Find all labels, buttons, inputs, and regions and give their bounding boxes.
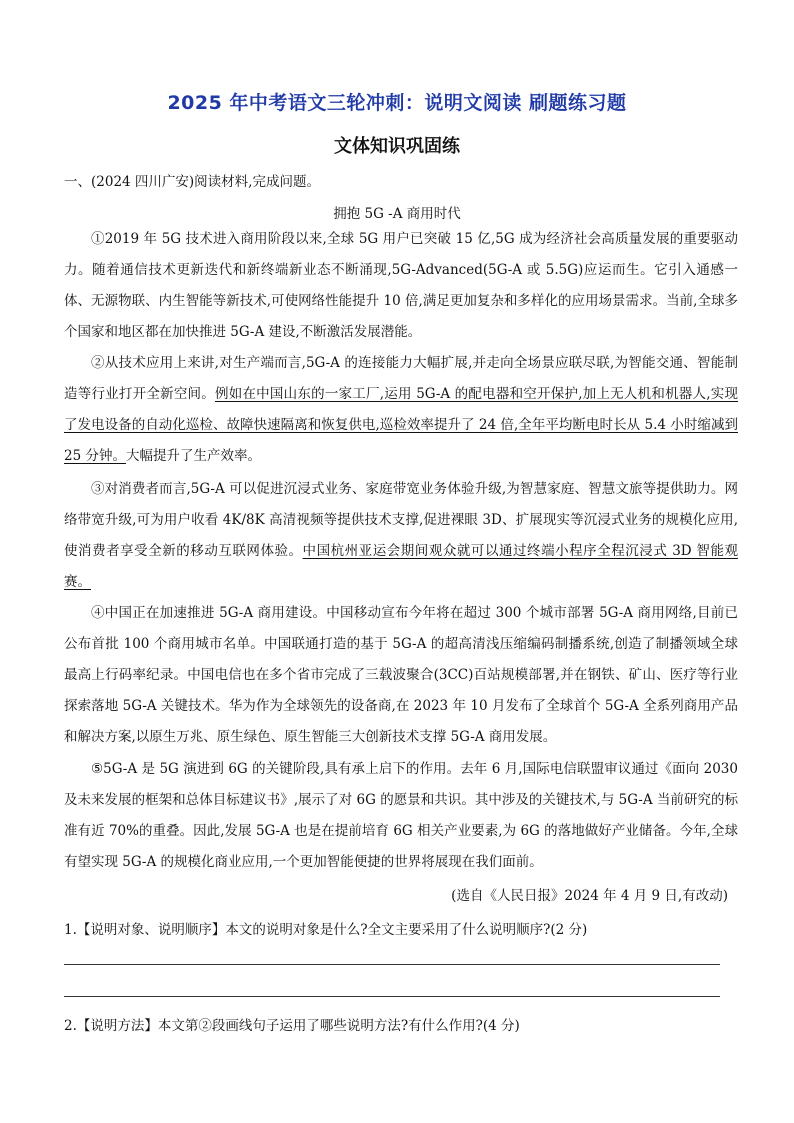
paragraph-3-text: ③对消费者而言,5G-A 可以促进沉浸式业务、家庭带宽业务体验升级,为智慧家庭、智慧文旅等提供助力。网络带宽升级,可为用户收看 4K/8K 高清视频等提供技术支撑,促进裸眼 3D、扩展现实等沉浸式业务的规模化应用,使消费者享受全新的移动互联网体验。 — [64, 481, 738, 559]
paragraph-3-underlined-sentence: 中国杭州亚运会期间观众就可以通过终端小程序全程沉浸式 3D 智能观赛。 — [64, 543, 738, 590]
document-title: 2025 年中考语文三轮冲刺：说明文阅读 刷题练习题 — [167, 92, 627, 114]
paragraph-2-text: ②从技术应用上来讲,对生产端而言,5G-A 的连接能力大幅扩展,并走向全场景应联尽联,为智能交通、智能制造等行业打开全新空间。 — [64, 355, 738, 402]
article-source: (选自《人民日报》2024 年 4 月 9 日,有改动) — [451, 888, 728, 904]
section-heading: 一、(2024 四川广安)阅读材料,完成问题。 — [64, 174, 320, 190]
article-title: 拥抱 5G -A 商用时代 — [333, 206, 461, 222]
paragraph-3 — [64, 474, 738, 598]
document-subtitle: 文体知识巩固练 — [334, 136, 460, 157]
question-2: 2.【说明方法】本文第②段画线句子运用了哪些说明方法?有什么作用?(4 分) — [64, 1018, 520, 1034]
paragraph-1: ①2019 年 5G 技术进入商用阶段以来,全球 5G 用户已突破 15 亿,5G 成为经济社会高质量发展的重要驱动力。随着通信技术更新迭代和新终端新业态不断涌现,5G-Advanced(5G-A 或 5.5G)应运而生。它引入通感一体、无源物联、内生智能等新技术,可使网络性能提升 10 倍,满足更加复杂和多样化的应用场景需求。当前,全球多个国家和地区都在加快推进 5G-A 建设,不断激活发展潜能。 — [64, 231, 738, 340]
answer-line-1[interactable] — [64, 964, 720, 965]
paragraph-5: ⑤5G-A 是 5G 演进到 6G 的关键阶段,具有承上启下的作用。去年 6 月,国际电信联盟审议通过《面向 2030 及未来发展的框架和总体目标建议书》,展示了对 6G 的愿景和共识。其中涉及的关键技术,与 5G-A 当前研究的标准有近 70%的重叠。因此,发展 5G-A 也是在提前培育 6G 相关产业要素,为 6G 的落地做好产业储备。今年,全球有望实现 5G-A 的规模化商业应用,一个更加智能便捷的世界将展现在我们面前。 — [64, 761, 738, 870]
paragraph-2 — [64, 348, 738, 472]
paragraph-2-underlined-sentence: 例如在中国山东的一家工厂,运用 5G-A 的配电器和空开保护,加上无人机和机器人,实现了发电设备的自动化巡检、故障快速隔离和恢复供电,巡检效率提升了 24 倍,全年平均断电时长从 5.4 小时缩减到 25 分钟。 — [64, 386, 739, 464]
paragraph-2-tail: 大幅提升了生产效率。 — [125, 448, 261, 464]
answer-line-2[interactable] — [64, 996, 720, 997]
question-1: 1.【说明对象、说明顺序】本文的说明对象是什么?全文主要采用了什么说明顺序?(2 分) — [64, 922, 588, 938]
paragraph-4: ④中国正在加速推进 5G-A 商用建设。中国移动宣布今年将在超过 300 个城市部署 5G-A 商用网络,目前已公布首批 100 个商用城市名单。中国联通打造的基于 5G-A 的超高清浅压缩编码制播系统,创造了制播领域全球最高上行码率纪录。中国电信也在多个省市完成了三载波聚合(3CC)百站规模部署,并在钢铁、矿山、医疗等行业探索落地 5G-A 关键技术。华为作为全球领先的设备商,在 2023 年 10 月发布了全球首个 5G-A 全系列商用产品和解决方案,以原生万兆、原生绿色、原生智能三大创新技术支撑 5G-A 商用发展。 — [64, 605, 738, 745]
